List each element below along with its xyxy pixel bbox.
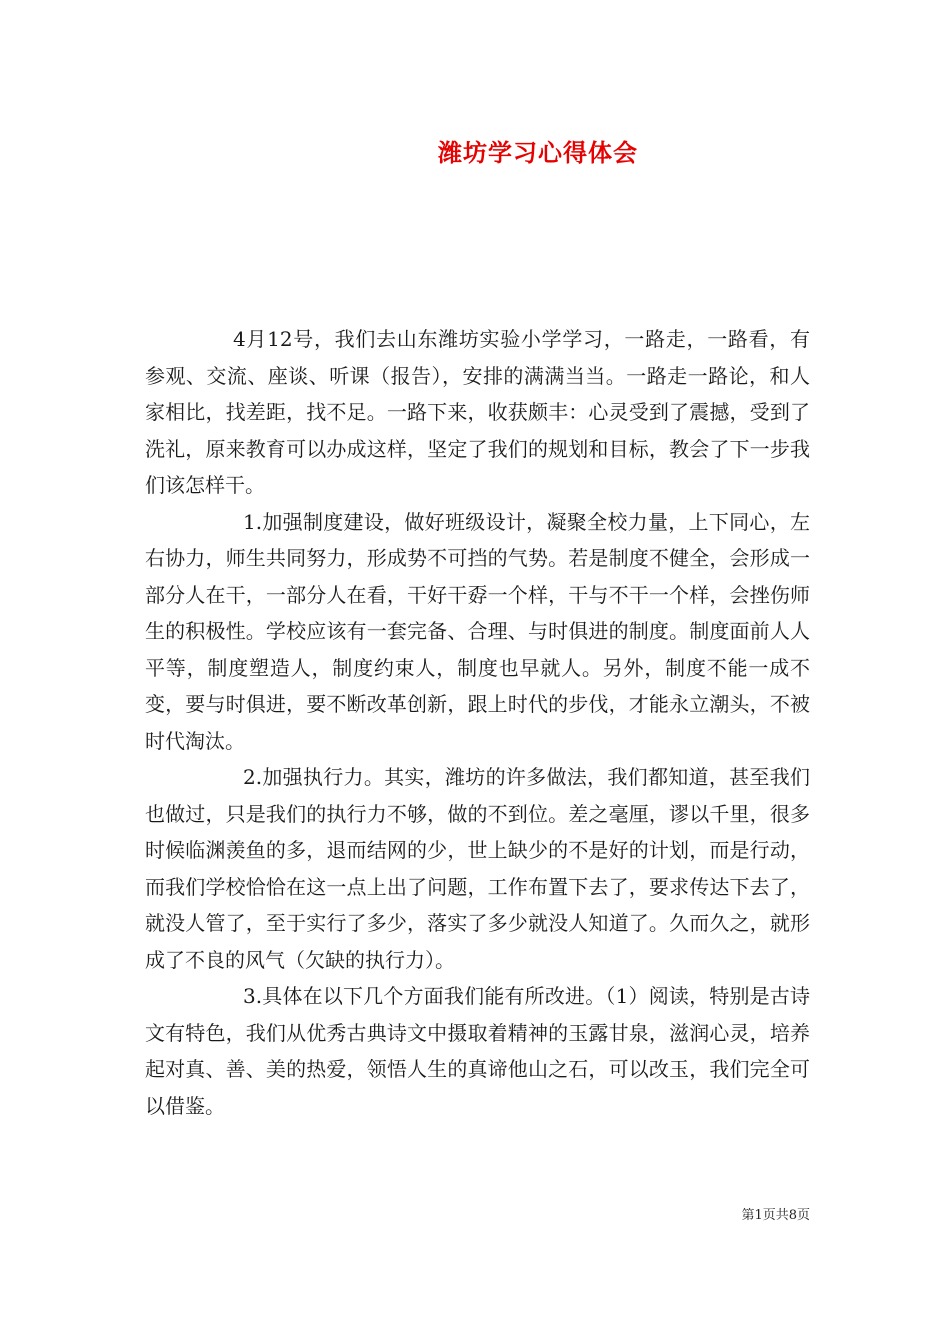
paragraph-point-3: 3.具体在以下几个方面我们能有所改进。（1）阅读，特别是古诗文有特色，我们从优秀古典诗文中摄取着精神的玉露甘泉，滋润心灵，培养起对真、善、美的热爱，领悟人生的真谛他山之石，可以改玉，我们完全可以借鉴。 — [145, 984, 810, 1118]
page-number: 第1页共8页 — [741, 1208, 810, 1223]
paragraph-point-1: 1.加强制度建设，做好班级设计，凝聚全校力量，上下同心，左右协力，师生共同努力，形成势不可挡的气势。若是制度不健全，会形成一部分人在干，一部分人在看，干好干孬一个样，干与不干一个样，会挫伤师生的积极性。学校应该有一套完备、合理、与时俱进的制度。制度面前人人平等，制度塑造人，制度约束人，制度也早就人。另外，制度不能一成不变，要与时俱进，要不断改革创新，跟上时代的步伐，才能永立潮头，不被时代淘汰。 — [145, 509, 810, 753]
paragraph-intro: 4月12号，我们去山东潍坊实验小学学习，一路走，一路看，有参观、交流、座谈、听课（报告），安排的满满当当。一路走一路论，和人家相比，找差距，找不足。一路下来，收获颇丰：心灵受到了震撼，受到了洗礼，原来教育可以办成这样，坚定了我们的规划和目标，教会了下一步我们该怎样干。 — [145, 327, 810, 497]
document-body — [145, 321, 810, 1124]
paragraph-point-2: 2.加强执行力。其实，潍坊的许多做法，我们都知道，甚至我们也做过，只是我们的执行力不够，做的不到位。差之毫厘，谬以千里，很多时候临渊羡鱼的多，退而结网的少，世上缺少的不是好的计划，而是行动，而我们学校恰恰在这一点上出了问题，工作布置下去了，要求传达下去了，就没人管了，至于实行了多少，落实了多少就没人知道了。久而久之，就形成了不良的风气（欠缺的执行力）。 — [145, 765, 810, 972]
document-title: 潍坊学习心得体会 — [438, 139, 638, 167]
